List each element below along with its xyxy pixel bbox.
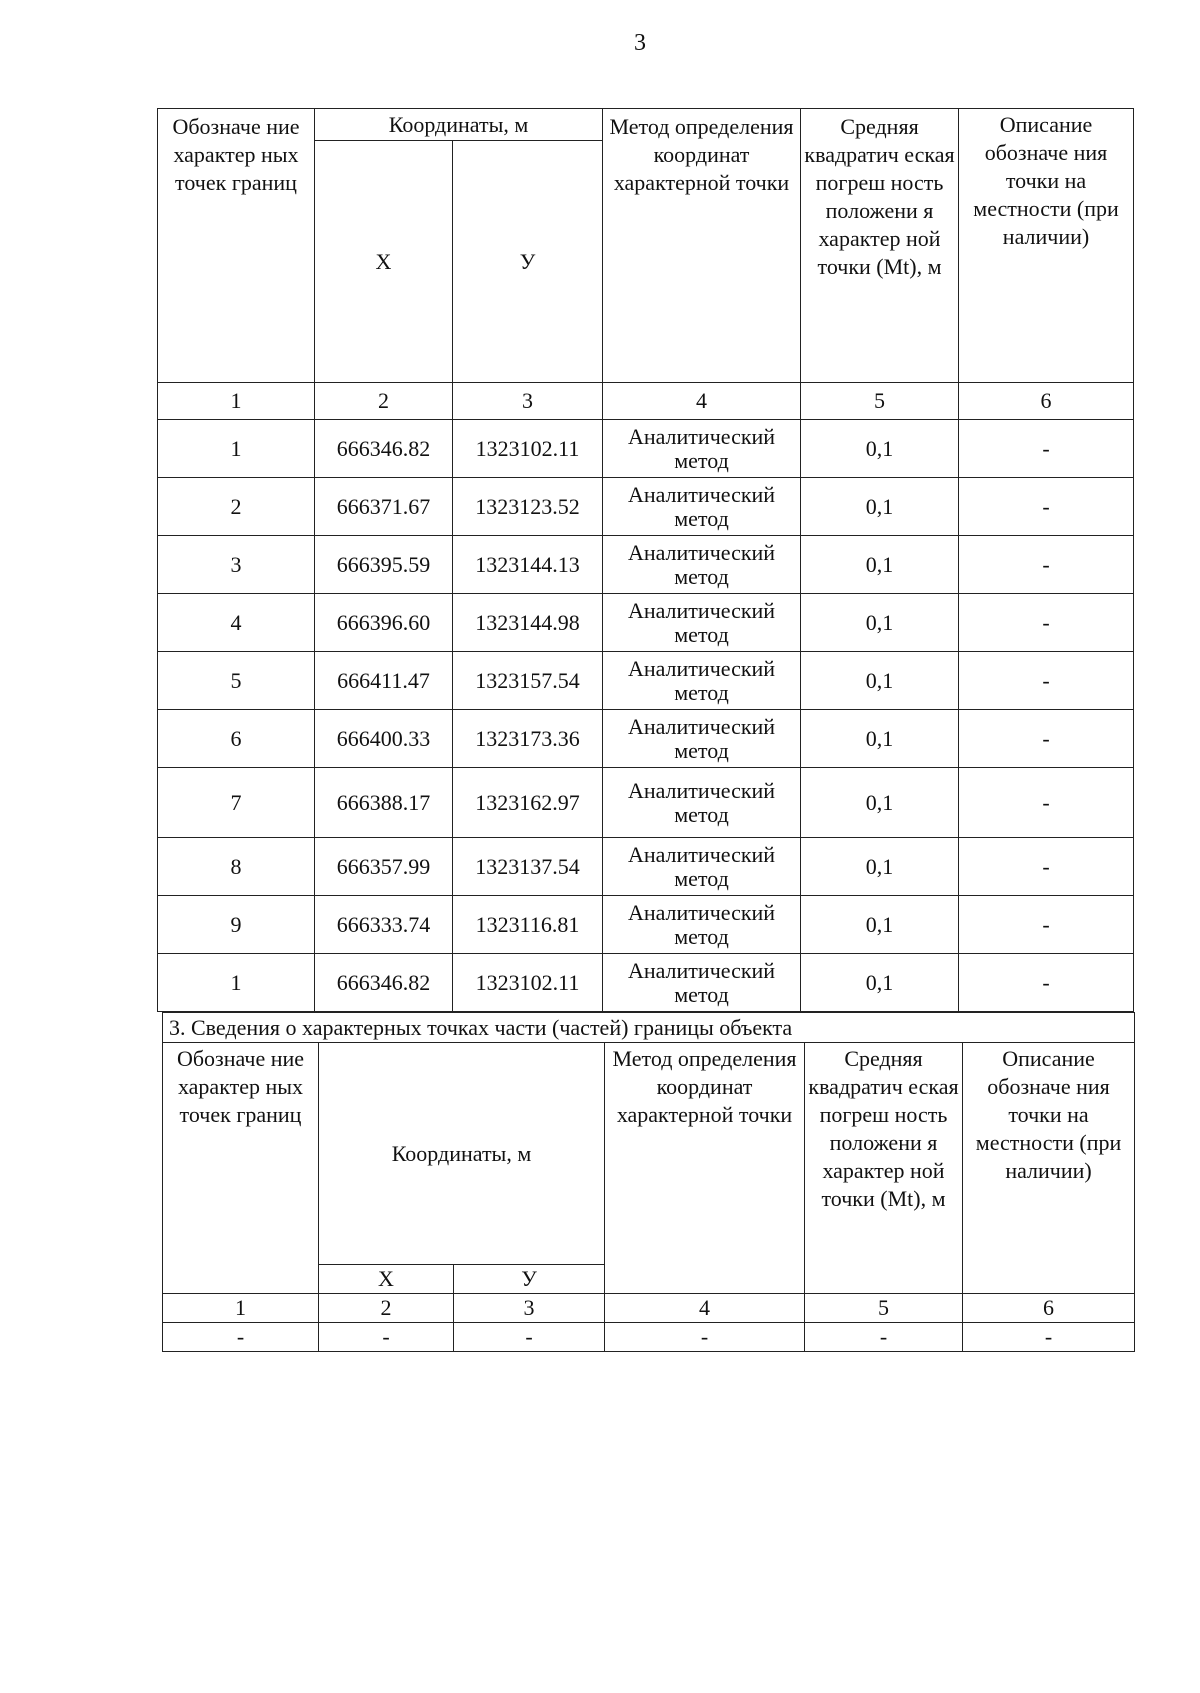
- description: -: [959, 710, 1134, 768]
- coord-y: 1323173.36: [453, 710, 603, 768]
- method: Аналитический метод: [603, 478, 801, 536]
- boundary-points-table: [157, 108, 1134, 1012]
- mt-error: 0,1: [801, 478, 959, 536]
- point-number: 2: [158, 478, 315, 536]
- column-number: 5: [801, 383, 959, 420]
- coord-x: 666411.47: [315, 652, 453, 710]
- mt-error: 0,1: [801, 838, 959, 896]
- point-number: 1: [158, 420, 315, 478]
- column-number: 2: [315, 383, 453, 420]
- column-number: 6: [963, 1294, 1135, 1323]
- description: -: [959, 594, 1134, 652]
- coord-y: 1323116.81: [453, 896, 603, 954]
- header-coordinates: Координаты, м: [315, 109, 603, 141]
- point-number: 8: [158, 838, 315, 896]
- description: -: [959, 536, 1134, 594]
- coord-y: 1323123.52: [453, 478, 603, 536]
- method: Аналитический метод: [603, 652, 801, 710]
- column-number: 4: [603, 383, 801, 420]
- coord-y: 1323157.54: [453, 652, 603, 710]
- column-number: 6: [959, 383, 1134, 420]
- description: -: [959, 768, 1134, 838]
- column-number: 1: [163, 1294, 319, 1323]
- table-row: [158, 420, 1134, 478]
- point-number: 4: [158, 594, 315, 652]
- column-number: 5: [805, 1294, 963, 1323]
- header-description: Описание обозначе ния точки на местности (при наличии): [959, 109, 1134, 383]
- column-number: 1: [158, 383, 315, 420]
- point-number: 1: [158, 954, 315, 1012]
- method: Аналитический метод: [603, 896, 801, 954]
- coord-y: 1323162.97: [453, 768, 603, 838]
- column-number: 3: [453, 383, 603, 420]
- table-row: [158, 594, 1134, 652]
- method: Аналитический метод: [603, 838, 801, 896]
- mt-error: 0,1: [801, 896, 959, 954]
- coord-y: 1323137.54: [453, 838, 603, 896]
- coord-x: 666396.60: [315, 594, 453, 652]
- empty-cell: -: [963, 1323, 1135, 1352]
- method: Аналитический метод: [603, 420, 801, 478]
- coord-y: 1323102.11: [453, 420, 603, 478]
- mt-error: 0,1: [801, 652, 959, 710]
- table-row: [158, 838, 1134, 896]
- mt-error: 0,1: [801, 768, 959, 838]
- mt-error: 0,1: [801, 420, 959, 478]
- empty-cell: -: [454, 1323, 605, 1352]
- header-x: Х: [319, 1265, 454, 1294]
- description: -: [959, 954, 1134, 1012]
- coord-y: 1323144.13: [453, 536, 603, 594]
- header-y: У: [453, 141, 603, 383]
- header-coordinates: Координаты, м: [319, 1043, 605, 1265]
- column-numbers-row: [163, 1294, 1135, 1323]
- header-method: Метод определения координат характерной точки: [605, 1043, 805, 1294]
- empty-cell: -: [163, 1323, 319, 1352]
- method: Аналитический метод: [603, 594, 801, 652]
- table-row: [158, 954, 1134, 1012]
- coord-x: 666346.82: [315, 420, 453, 478]
- mt-error: 0,1: [801, 954, 959, 1012]
- method: Аналитический метод: [603, 710, 801, 768]
- table-row: [158, 536, 1134, 594]
- mt-error: 0,1: [801, 594, 959, 652]
- column-number: 3: [454, 1294, 605, 1323]
- coord-x: 666371.67: [315, 478, 453, 536]
- page-number: 3: [634, 30, 646, 56]
- point-number: 3: [158, 536, 315, 594]
- point-number: 6: [158, 710, 315, 768]
- section-3-title: 3. Сведения о характерных точках части (частей) границы объекта: [163, 1013, 1135, 1043]
- coord-x: 666357.99: [315, 838, 453, 896]
- part-boundary-points-table: [162, 1012, 1135, 1352]
- description: -: [959, 420, 1134, 478]
- table-row: [158, 896, 1134, 954]
- header-error: Средняя квадратич еская погреш ность положени я характер ной точки (Mt), м: [801, 109, 959, 383]
- empty-cell: -: [319, 1323, 454, 1352]
- column-number: 2: [319, 1294, 454, 1323]
- coord-y: 1323102.11: [453, 954, 603, 1012]
- table-row: [158, 652, 1134, 710]
- mt-error: 0,1: [801, 710, 959, 768]
- description: -: [959, 896, 1134, 954]
- empty-cell: -: [805, 1323, 963, 1352]
- header-x: Х: [315, 141, 453, 383]
- coord-x: 666400.33: [315, 710, 453, 768]
- header-designation: Обозначе ние характер ных точек границ: [163, 1043, 319, 1294]
- coord-x: 666395.59: [315, 536, 453, 594]
- column-numbers-row: [158, 383, 1134, 420]
- point-number: 5: [158, 652, 315, 710]
- description: -: [959, 652, 1134, 710]
- point-number: 7: [158, 768, 315, 838]
- header-method: Метод определения координат характерной точки: [603, 109, 801, 383]
- point-number: 9: [158, 896, 315, 954]
- header-designation: Обозначе ние характер ных точек границ: [158, 109, 315, 383]
- column-number: 4: [605, 1294, 805, 1323]
- method: Аналитический метод: [603, 768, 801, 838]
- coord-y: 1323144.98: [453, 594, 603, 652]
- table-row: [158, 478, 1134, 536]
- header-y: У: [454, 1265, 605, 1294]
- method: Аналитический метод: [603, 954, 801, 1012]
- method: Аналитический метод: [603, 536, 801, 594]
- coord-x: 666388.17: [315, 768, 453, 838]
- table-row: [158, 710, 1134, 768]
- table-row: [158, 768, 1134, 838]
- header-description: Описание обозначе ния точки на местности (при наличии): [963, 1043, 1135, 1294]
- empty-cell: -: [605, 1323, 805, 1352]
- description: -: [959, 478, 1134, 536]
- table-row: [163, 1323, 1135, 1352]
- header-error: Средняя квадратич еская погреш ность положени я характер ной точки (Mt), м: [805, 1043, 963, 1294]
- coord-x: 666346.82: [315, 954, 453, 1012]
- coord-x: 666333.74: [315, 896, 453, 954]
- description: -: [959, 838, 1134, 896]
- mt-error: 0,1: [801, 536, 959, 594]
